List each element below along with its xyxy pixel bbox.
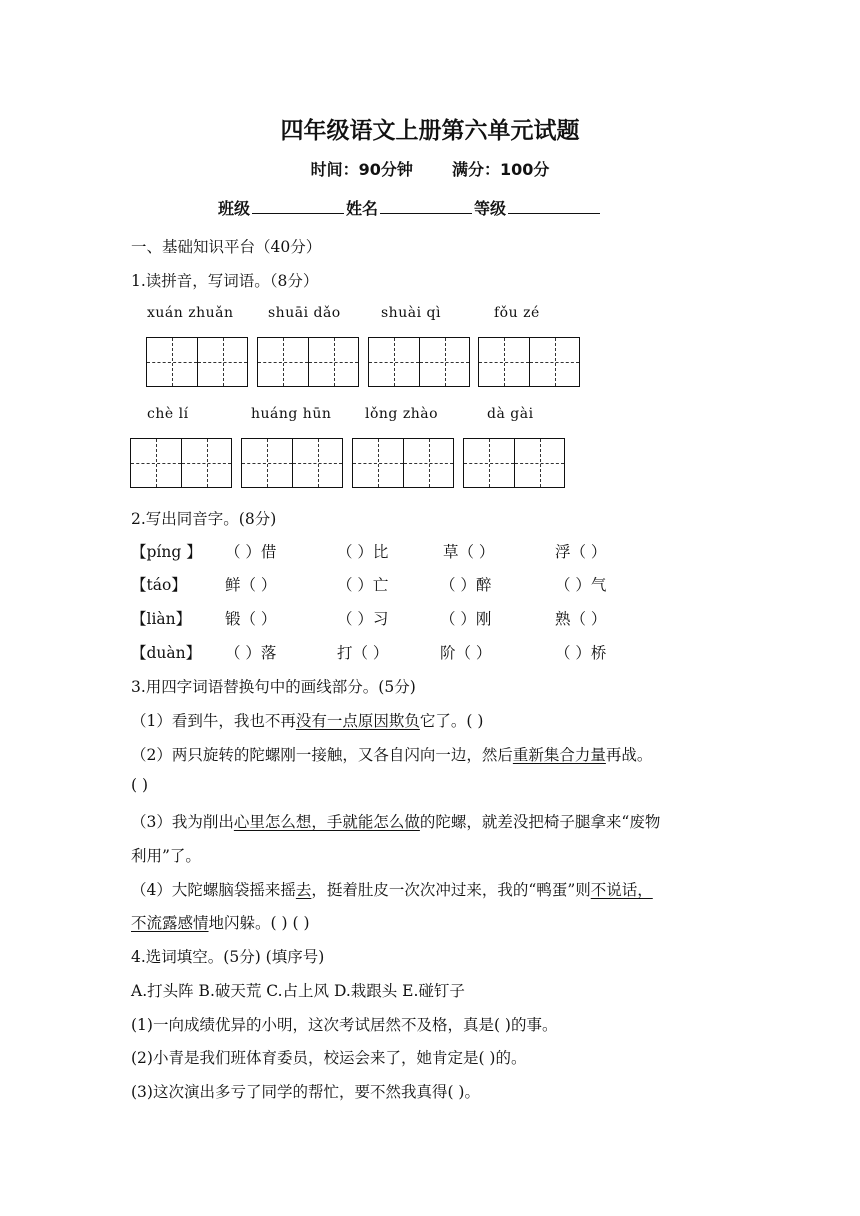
writing-grid[interactable] — [130, 438, 232, 488]
homophone-blank[interactable]: （ ）气 — [555, 576, 607, 594]
sentence-1: （1）看到牛，我也不再没有一点原因欺负它了。( ) — [131, 712, 484, 730]
homophone-label: 【liàn】 — [131, 610, 192, 628]
question-2-heading: 2.写出同音字。(8分) — [131, 510, 277, 528]
homophone-blank[interactable]: 草（ ） — [443, 543, 495, 561]
homophone-blank[interactable]: （ ）落 — [225, 644, 277, 662]
sentence-3: （3）我为削出心里怎么想，手就能怎么做的陀螺，就差没把椅子腿拿来“废物 — [131, 813, 661, 831]
writing-grid[interactable] — [257, 337, 359, 387]
homophone-blank[interactable]: 阶（ ） — [440, 644, 492, 662]
question-4-heading: 4.选词填空。(5分) (填序号) — [131, 948, 325, 966]
pinyin-1: xuán zhuǎn — [147, 305, 234, 321]
class-blank[interactable] — [252, 197, 344, 214]
pinyin-5: chè lí — [147, 406, 189, 422]
sentence-3-cont: 利用”了。 — [131, 847, 201, 865]
name-blank[interactable] — [380, 197, 472, 214]
homophone-blank[interactable]: 打（ ） — [337, 644, 389, 662]
class-label: 班级 — [218, 199, 251, 218]
question-3-heading: 3.用四字词语替换句中的画线部分。(5分) — [131, 678, 416, 696]
homophone-blank[interactable]: 浮（ ） — [555, 543, 607, 561]
underlined-phrase: 不流露感情 — [131, 914, 209, 932]
fill-sentence-1[interactable]: (1)一向成绩优异的小明，这次考试居然不及格，真是( )的事。 — [131, 1016, 558, 1034]
sentence-4: （4）大陀螺脑袋摇来摇去，挺着肚皮一次次冲过来，我的“鸭蛋”则不说话， — [131, 881, 653, 899]
pinyin-8: dà gài — [487, 406, 534, 422]
homophone-label: 【duàn】 — [131, 644, 202, 662]
homophone-blank[interactable]: （ ）借 — [225, 543, 277, 561]
student-info-line — [218, 196, 602, 219]
page-title: 四年级语文上册第六单元试题 — [280, 118, 580, 144]
writing-grid[interactable] — [368, 337, 470, 387]
homophone-blank[interactable]: （ ）桥 — [555, 644, 607, 662]
homophone-blank[interactable]: （ ）刚 — [440, 610, 492, 628]
answer-blank[interactable]: 它了。( ) — [419, 712, 484, 730]
homophone-blank[interactable]: 鲜（ ） — [225, 576, 277, 594]
homophone-blank[interactable]: （ ）醉 — [440, 576, 492, 594]
grade-blank[interactable] — [508, 197, 600, 214]
answer-blank[interactable]: ( ) — [131, 776, 149, 794]
grade-label: 等级 — [474, 199, 507, 218]
underlined-phrase: 心里怎么想，手就能怎么做 — [233, 813, 420, 831]
sentence-4-cont — [131, 911, 310, 933]
homophone-blank[interactable]: （ ）习 — [337, 610, 389, 628]
underlined-phrase: 重新集合力量 — [512, 746, 606, 764]
exam-info — [0, 157, 860, 180]
writing-grid[interactable] — [241, 438, 343, 488]
fill-sentence-3[interactable]: (3)这次演出多亏了同学的帮忙，要不然我真得( )。 — [131, 1083, 480, 1101]
score-label: 满分：100分 — [452, 160, 550, 179]
underlined-phrase: 没有一点原因欺负 — [295, 712, 420, 730]
underlined-phrase: 不说话， — [590, 881, 653, 899]
name-label: 姓名 — [346, 199, 379, 218]
writing-grid[interactable] — [146, 337, 248, 387]
pinyin-7: lǒng zhào — [365, 406, 439, 422]
homophone-blank[interactable]: 熟（ ） — [555, 610, 607, 628]
pinyin-6: huáng hūn — [251, 406, 332, 422]
fill-sentence-2[interactable]: (2)小青是我们班体育委员，校运会来了，她肯定是( )的。 — [131, 1049, 527, 1067]
time-label: 时间：90分钟 — [310, 160, 413, 179]
pinyin-3: shuài qì — [381, 305, 441, 321]
writing-grid[interactable] — [478, 337, 580, 387]
homophone-label: 【píng 】 — [131, 543, 202, 561]
pinyin-4: fǒu zé — [494, 305, 540, 321]
writing-grid[interactable] — [352, 438, 454, 488]
homophone-blank[interactable]: 锻（ ） — [225, 610, 277, 628]
section-heading: 一、基础知识平台（40分） — [131, 238, 322, 256]
pinyin-2: shuāi dǎo — [268, 305, 341, 321]
sentence-2: （2）两只旋转的陀螺刚一接触，又各自闪向一边，然后重新集合力量再战。 — [131, 746, 653, 764]
writing-grid[interactable] — [463, 438, 565, 488]
homophone-blank[interactable]: （ ）比 — [337, 543, 389, 561]
homophone-blank[interactable]: （ ）亡 — [337, 576, 389, 594]
homophone-label: 【táo】 — [131, 576, 187, 594]
underlined-phrase: 去 — [295, 881, 312, 899]
answer-blank[interactable]: 地闪躲。( ) ( ) — [208, 914, 310, 932]
question-1-heading: 1.读拼音，写词语。（8分） — [131, 272, 319, 290]
word-options: A.打头阵 B.破天荒 C.占上风 D.栽跟头 E.碰钉子 — [131, 982, 465, 1000]
